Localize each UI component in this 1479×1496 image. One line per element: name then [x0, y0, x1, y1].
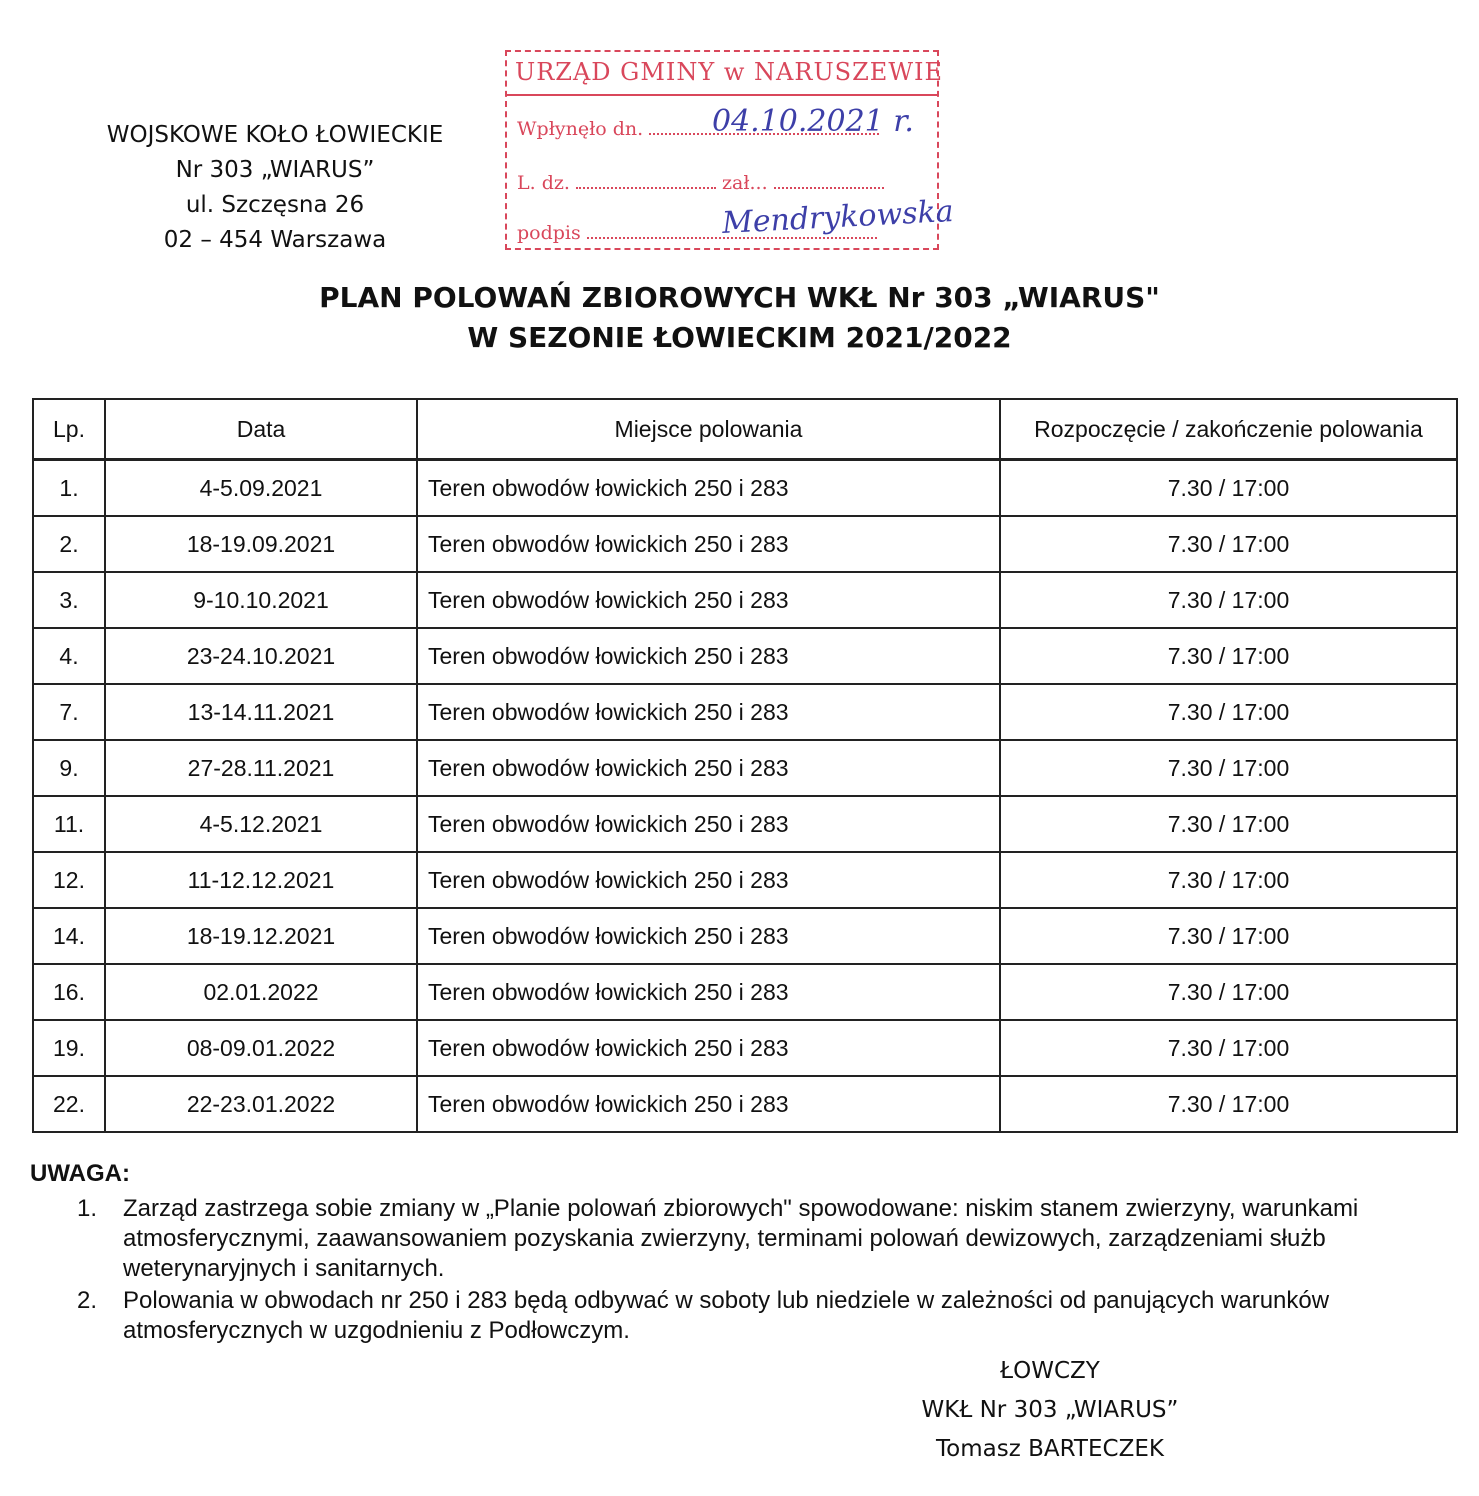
registry-stamp [505, 50, 955, 250]
notes-list [30, 1194, 1460, 1346]
header-date: Data [105, 399, 417, 460]
cell-date: 18-19.09.2021 [105, 516, 417, 572]
cell-date: 27-28.11.2021 [105, 740, 417, 796]
cell-date: 23-24.10.2021 [105, 628, 417, 684]
signoff-org: WKŁ Nr 303 „WIARUS” [921, 1397, 1179, 1423]
cell-time: 7.30 / 17:00 [1000, 460, 1457, 517]
cell-place: Teren obwodów łowickich 250 i 283 [417, 964, 1000, 1020]
cell-time: 7.30 / 17:00 [1000, 572, 1457, 628]
stamp-title: URZĄD GMINY w NARUSZEWIE [515, 58, 943, 86]
header-place: Miejsce polowania [417, 399, 1000, 460]
header-time: Rozpoczęcie / zakończenie polowania [1000, 399, 1457, 460]
cell-place: Teren obwodów łowickich 250 i 283 [417, 1020, 1000, 1076]
cell-lp: 16. [33, 964, 105, 1020]
cell-time: 7.30 / 17:00 [1000, 628, 1457, 684]
signoff-block [840, 1352, 1260, 1469]
cell-date: 4-5.09.2021 [105, 460, 417, 517]
notes-section [30, 1160, 1460, 1348]
signoff-role: ŁOWCZY [1000, 1358, 1100, 1384]
cell-place: Teren obwodów łowickich 250 i 283 [417, 572, 1000, 628]
table-header-row [33, 399, 1457, 460]
cell-lp: 22. [33, 1076, 105, 1132]
cell-lp: 2. [33, 516, 105, 572]
stamp-ldz-label: L. dz. [517, 172, 570, 194]
sender-line-2: Nr 303 „WIARUS” [175, 157, 375, 183]
table-row [33, 964, 1457, 1020]
sender-line-4: 02 – 454 Warszawa [163, 227, 387, 253]
cell-time: 7.30 / 17:00 [1000, 1076, 1457, 1132]
header-lp: Lp. [33, 399, 105, 460]
table-row [33, 1020, 1457, 1076]
cell-lp: 3. [33, 572, 105, 628]
stamp-received-label: Wpłynęło dn. [517, 118, 644, 140]
document-title [0, 278, 1479, 358]
cell-time: 7.30 / 17:00 [1000, 852, 1457, 908]
sender-address [60, 118, 490, 258]
cell-place: Teren obwodów łowickich 250 i 283 [417, 460, 1000, 517]
cell-lp: 19. [33, 1020, 105, 1076]
note-item [30, 1194, 1460, 1284]
cell-place: Teren obwodów łowickich 250 i 283 [417, 740, 1000, 796]
table-row [33, 572, 1457, 628]
cell-lp: 1. [33, 460, 105, 517]
stamp-zal-label: zał... [722, 172, 768, 194]
hunting-schedule-table [32, 398, 1458, 1133]
cell-date: 08-09.01.2022 [105, 1020, 417, 1076]
cell-time: 7.30 / 17:00 [1000, 1020, 1457, 1076]
cell-lp: 4. [33, 628, 105, 684]
table-row [33, 516, 1457, 572]
cell-place: Teren obwodów łowickich 250 i 283 [417, 1076, 1000, 1132]
cell-date: 9-10.10.2021 [105, 572, 417, 628]
note-item [30, 1286, 1460, 1346]
cell-lp: 11. [33, 796, 105, 852]
cell-date: 18-19.12.2021 [105, 908, 417, 964]
stamp-signature: Mendrykowska [721, 193, 955, 242]
stamp-dots [576, 185, 716, 189]
cell-date: 11-12.12.2021 [105, 852, 417, 908]
stamp-dots [774, 185, 884, 189]
table-row [33, 684, 1457, 740]
table-row [33, 852, 1457, 908]
cell-date: 4-5.12.2021 [105, 796, 417, 852]
table-row [33, 908, 1457, 964]
cell-time: 7.30 / 17:00 [1000, 964, 1457, 1020]
signoff-name: Tomasz BARTECZEK [936, 1436, 1164, 1462]
stamp-divider [507, 94, 937, 96]
stamp-received-date: 04.10.2021 r. [712, 104, 914, 139]
note-number: 1. [77, 1195, 98, 1222]
table-body [33, 460, 1457, 1133]
cell-lp: 9. [33, 740, 105, 796]
stamp-signature-label: podpis [517, 222, 581, 244]
stamp-ldz-row [517, 172, 884, 194]
cell-date: 22-23.01.2022 [105, 1076, 417, 1132]
cell-place: Teren obwodów łowickich 250 i 283 [417, 852, 1000, 908]
title-line-1: PLAN POLOWAŃ ZBIOROWYCH WKŁ Nr 303 „WIARUS" [319, 281, 1160, 314]
sender-line-1: WOJSKOWE KOŁO ŁOWIECKIE [106, 122, 444, 148]
cell-lp: 12. [33, 852, 105, 908]
table-row [33, 1076, 1457, 1132]
cell-date: 02.01.2022 [105, 964, 417, 1020]
cell-place: Teren obwodów łowickich 250 i 283 [417, 796, 1000, 852]
cell-lp: 7. [33, 684, 105, 740]
table-row [33, 460, 1457, 517]
cell-time: 7.30 / 17:00 [1000, 684, 1457, 740]
sender-line-3: ul. Szczęsna 26 [185, 192, 365, 218]
table-row [33, 628, 1457, 684]
cell-place: Teren obwodów łowickich 250 i 283 [417, 516, 1000, 572]
cell-lp: 14. [33, 908, 105, 964]
note-text: Zarząd zastrzega sobie zmiany w „Planie polowań zbiorowych" spowodowane: niskim stanem zwierzyny, warunkami atmosferycznymi, zaawansowaniem pozyskania zwierzyny, terminami polowań dewizowych, zarządzeniami służb weterynaryjnych i sanitarnych. [123, 1195, 1359, 1282]
cell-place: Teren obwodów łowickich 250 i 283 [417, 628, 1000, 684]
note-number: 2. [77, 1287, 98, 1314]
table-row [33, 740, 1457, 796]
cell-time: 7.30 / 17:00 [1000, 796, 1457, 852]
cell-time: 7.30 / 17:00 [1000, 740, 1457, 796]
note-text: Polowania w obwodach nr 250 i 283 będą odbywać w soboty lub niedziele w zależności od panujących warunków atmosferycznych w uzgodnieniu z Podłowczym. [123, 1287, 1330, 1344]
cell-time: 7.30 / 17:00 [1000, 908, 1457, 964]
cell-place: Teren obwodów łowickich 250 i 283 [417, 684, 1000, 740]
table-row [33, 796, 1457, 852]
cell-time: 7.30 / 17:00 [1000, 516, 1457, 572]
cell-place: Teren obwodów łowickich 250 i 283 [417, 908, 1000, 964]
title-line-2: W SEZONIE ŁOWIECKIM 2021/2022 [467, 321, 1012, 354]
notes-heading: UWAGA: [30, 1160, 130, 1187]
cell-date: 13-14.11.2021 [105, 684, 417, 740]
